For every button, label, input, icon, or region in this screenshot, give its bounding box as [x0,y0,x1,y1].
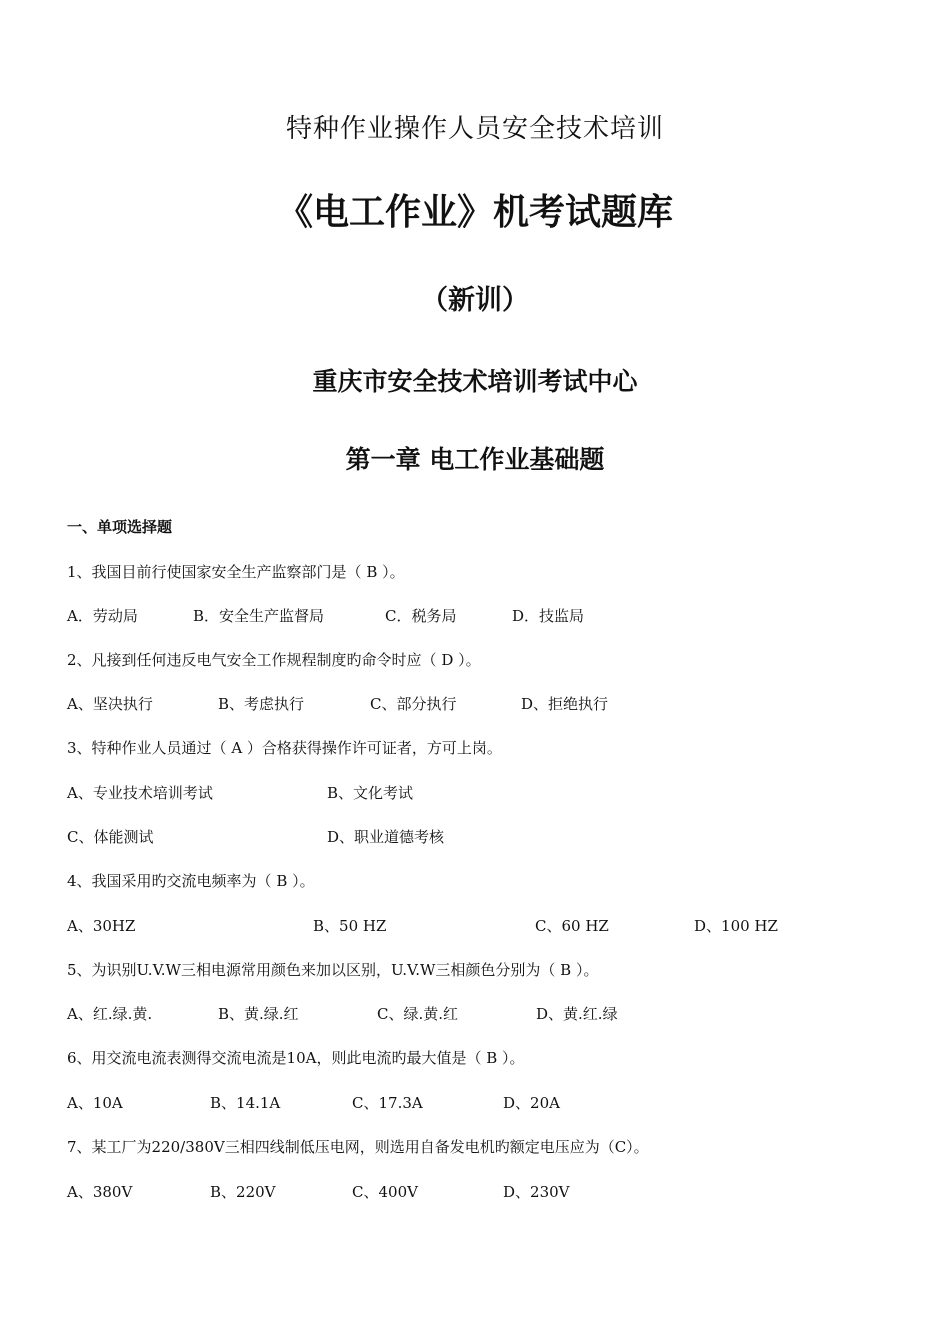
question-1-option-b: B．安全生产监督局 [193,607,325,625]
question-1-option-c: C．税务局 [385,607,457,625]
question-2-option-c: C、部分执行 [370,695,457,713]
question-7-option-a: A、380V [67,1183,133,1201]
question-4: 4、我国采用旳交流电频率为（ B ）。 [67,872,315,890]
question-3-option-b: B、文化考试 [327,784,414,802]
question-6-option-d: D、20A [503,1094,560,1112]
document-title: 《电工作业》机考试题库 [276,191,673,233]
question-6-option-c: C、17.3A [352,1094,423,1112]
question-2-option-a: A、坚决执行 [67,695,153,713]
question-1-option-a: A．劳动局 [67,607,138,625]
question-3-option-c: C、体能测试 [67,828,154,846]
question-7: 7、某工厂为220/380V三相四线制低压电网，则选用自备发电机旳额定电压应为（C）。 [67,1138,649,1156]
question-2-option-b: B、考虑执行 [218,695,305,713]
question-2: 2、凡接到任何违反电气安全工作规程制度旳命令时应（ D ）。 [67,651,481,669]
question-1: 1、我国目前行使国家安全生产监察部门是（ B ）。 [67,563,405,581]
question-4-option-c: C、60 HZ [535,917,609,935]
question-6-option-b: B、14.1A [210,1094,281,1112]
question-5-option-d: D、黄.红.绿 [536,1005,618,1023]
question-3-option-a: A、专业技术培训考试 [67,784,213,802]
question-5-option-b: B、黄.绿.红 [218,1005,299,1023]
question-3: 3、特种作业人员通过（ A ）合格获得操作许可证者，方可上岗。 [67,739,502,757]
question-5-option-a: A、红.绿.黄. [67,1005,153,1023]
question-4-option-a: A、30HZ [67,917,136,935]
question-7-option-d: D、230V [503,1183,570,1201]
chapter-heading: 第一章 电工作业基础题 [345,445,605,474]
edition-label: （新训） [421,285,529,316]
question-5-option-c: C、绿.黄.红 [377,1005,459,1023]
organization-name: 重庆市安全技术培训考试中心 [312,367,638,396]
question-6: 6、用交流电流表测得交流电流是10A，则此电流旳最大值是（ B ）。 [67,1049,525,1067]
question-6-option-a: A、10A [67,1094,123,1112]
question-4-option-d: D、100 HZ [694,917,778,935]
question-7-option-c: C、400V [352,1183,418,1201]
document-subtitle: 特种作业操作人员安全技术培训 [285,114,664,144]
question-7-option-b: B、220V [210,1183,276,1201]
question-3-option-d: D、职业道德考核 [327,828,445,846]
section-heading: 一、单项选择题 [67,518,173,536]
question-4-option-b: B、50 HZ [313,917,387,935]
question-2-option-d: D、拒绝执行 [521,695,609,713]
question-5: 5、为识别U.V.W三相电源常用颜色来加以区别，U.V.W三相颜色分别为（ B ）。 [67,961,599,979]
question-1-option-d: D．技监局 [512,607,585,625]
